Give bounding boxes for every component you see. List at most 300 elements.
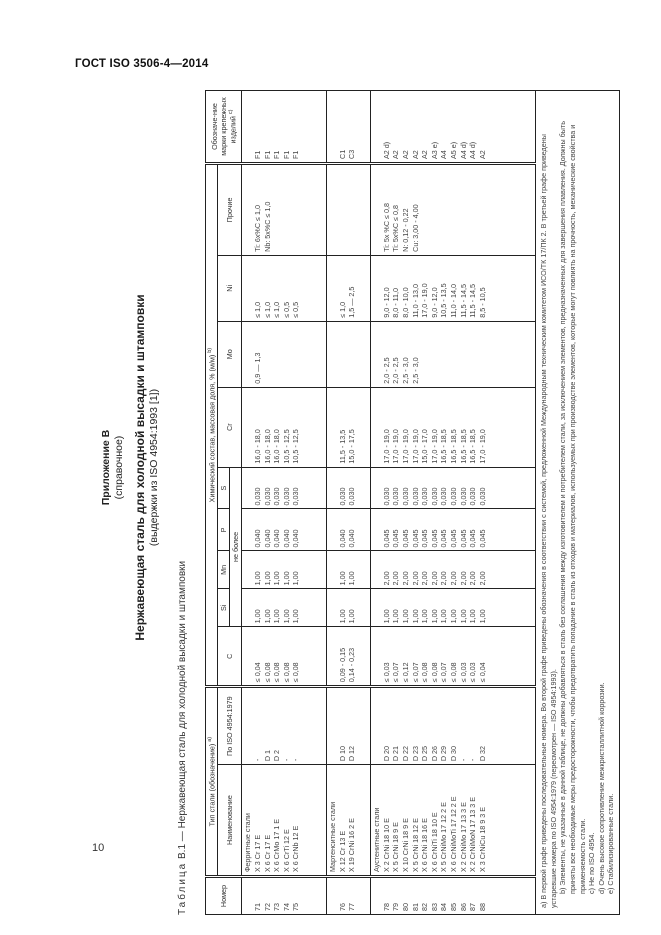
spacer — [372, 391, 382, 464]
cell-value: 2,00 — [477, 571, 487, 586]
table-caption-text: — Нержавеющая сталь для холодной высадки и штамповки — [177, 560, 188, 842]
cell-value: 16,5 - 18,5 — [449, 429, 459, 464]
cell-S — [242, 467, 327, 509]
table-row-group — [242, 91, 327, 915]
cell-value: 73 — [272, 903, 282, 911]
cell-value: 16,0 - 18,0 — [262, 429, 272, 464]
cell-value: 0,045 — [468, 529, 478, 548]
col-header-chemical-composition: Химический состав, массовая доля, % (м/м) $^{b)}$ — [206, 163, 218, 686]
cell-value: 1,00 — [391, 609, 401, 624]
cell-value: 1,00 — [272, 609, 282, 624]
cell-value: Cu: 3,00 - 4,00 — [410, 204, 420, 252]
cell-names — [371, 765, 536, 877]
cell-value: 0,030 — [477, 487, 487, 506]
cell-Cr — [242, 387, 327, 467]
cell-value: - — [252, 758, 262, 762]
cell-marking — [371, 91, 536, 164]
cell-value: X 2 CrNiMo 17 13 3 E — [458, 802, 468, 873]
cell-value: 8,0 - 10,0 — [401, 287, 411, 318]
cell-value: 2,00 — [468, 571, 478, 586]
footnotes-row — [536, 91, 620, 915]
cell-Mo — [242, 321, 327, 387]
appendix-title: Приложение В — [100, 429, 112, 506]
cell-value: X 12 Cr 13 E — [337, 830, 347, 873]
cell-value: D 2 — [272, 749, 282, 762]
cell-numbers — [326, 877, 370, 915]
cell-value: D 25 — [420, 745, 430, 762]
cell-value: 74 — [281, 903, 291, 911]
spacer — [243, 391, 253, 464]
cell-value: ≤ 0,08 — [429, 662, 439, 683]
cell-value: 15,0 - 17,0 — [420, 429, 430, 464]
cell-value: 11,5 - 13,5 — [337, 429, 347, 464]
cell-value: F1 — [291, 150, 301, 159]
cell-value: 2,00 — [458, 571, 468, 586]
cell-value: 0,030 — [391, 487, 401, 506]
spacer — [372, 691, 382, 761]
footnote: b) Элементы, не указанные в данной таблице, не должны добавляться в сталь без соглашения между изготовителем и потребителем стали, за исключением элементов, предназначенных для завершения плавления. Должны быть приняты все необходимые меры предосторожности, чтобы предотвратить попадание в сталь из отходов и материалов, используемых при производстве элементов, которые могут повлиять на прочность, механические свойства и применяемость стали. — [558, 121, 587, 894]
cell-P — [371, 509, 536, 551]
col-header-s: S — [218, 467, 230, 509]
cell-value: D 20 — [381, 745, 391, 762]
cell-value: Ti: 5х %C ≤ 0,8 — [381, 203, 391, 252]
cell-other — [326, 163, 370, 255]
col-header-marking: Обозначе-ние марки крепежных изделий $^{c)}$ — [206, 91, 242, 164]
cell-S — [371, 467, 536, 509]
spacer — [328, 630, 338, 682]
cell-value: A2 — [391, 150, 401, 159]
cell-value: ≤ 1,0 — [272, 301, 282, 318]
cell-P — [242, 509, 327, 551]
cell-value: ≤ 0,03 — [468, 662, 478, 683]
cell-value: 2,0 - 2,5 — [391, 357, 401, 384]
cell-value: X 3 Cr 17 E — [252, 834, 262, 873]
cell-value: 0,040 — [262, 529, 272, 548]
cell-Mn — [242, 551, 327, 589]
cell-value: - — [291, 758, 301, 762]
cell-value: ≤ 0,08 — [449, 662, 459, 683]
cell-value: 82 — [420, 903, 430, 911]
cell-value: ≤ 0,07 — [391, 662, 401, 683]
cell-value: 0,030 — [458, 487, 468, 506]
cell-value: 11,0 - 13,0 — [410, 283, 420, 318]
cell-value: 77 — [347, 903, 357, 911]
cell-P — [326, 509, 370, 551]
footnote: e) Стабилизированные стали. — [606, 793, 616, 894]
cell-value: 0,030 — [429, 487, 439, 506]
cell-value: 1,00 — [449, 609, 459, 624]
cell-value: 0,045 — [449, 529, 459, 548]
appendix-main-title: Нержавеющая сталь для холодной высадки и штамповки — [133, 294, 147, 641]
spacer — [243, 325, 253, 384]
cell-value: D 12 — [347, 745, 357, 762]
spacer — [328, 554, 338, 585]
footnote: c) Не по ISO 4954. — [587, 832, 597, 894]
cell-Si — [242, 589, 327, 627]
cell-value: 15,0 - 17,5 — [347, 429, 357, 464]
cell-value: 0,040 — [337, 529, 347, 548]
cell-value: 2,00 — [391, 571, 401, 586]
spacer — [243, 513, 253, 548]
table-caption-number: В.1 — [177, 843, 188, 859]
cell-C — [371, 627, 536, 687]
cell-value: 88 — [477, 903, 487, 911]
cell-value: 17,0 - 19,0 — [477, 429, 487, 464]
spacer — [243, 94, 253, 159]
cell-value: D 32 — [477, 745, 487, 762]
cell-Ni — [371, 255, 536, 321]
col-header-number: Номер — [206, 877, 242, 915]
cell-value: A2 — [420, 150, 430, 159]
table-row-group — [371, 91, 536, 915]
cell-value: 1,00 — [439, 609, 449, 624]
cell-value: C3 — [347, 149, 357, 159]
cell-value: 86 — [458, 903, 468, 911]
cell-value: - — [468, 758, 478, 762]
cell-value: 0,030 — [337, 487, 347, 506]
cell-value: - — [281, 758, 291, 762]
cell-value: 8,0 - 11,0 — [391, 287, 401, 318]
cell-Ni — [242, 255, 327, 321]
cell-value: 0,030 — [262, 487, 272, 506]
cell-value: 78 — [381, 903, 391, 911]
spacer — [328, 471, 338, 506]
cell-value: 71 — [252, 903, 262, 911]
cell-value: D 1 — [262, 749, 272, 762]
cell-value: 0,040 — [272, 529, 282, 548]
col-header-c: C — [218, 627, 242, 687]
cell-value: ≤ 0,5 — [291, 301, 301, 318]
cell-value: Ti: 6х%C ≤ 1,0 — [252, 205, 262, 252]
cell-value: A4 — [439, 150, 449, 159]
cell-value: ≤ 1,0 — [252, 301, 262, 318]
cell-value: 2,00 — [449, 571, 459, 586]
table-row-group — [326, 91, 370, 915]
col-header-iso: По ISO 4954:1979 — [218, 687, 242, 765]
spacer — [372, 513, 382, 548]
cell-Si — [371, 589, 536, 627]
spacer — [372, 881, 382, 911]
cell-value: 16,5 - 18,5 — [468, 429, 478, 464]
cell-value: 1,00 — [291, 609, 301, 624]
cell-value: 0,14 - 0,23 — [347, 647, 357, 683]
table-footnotes — [536, 91, 620, 915]
cell-value: ≤ 0,12 — [401, 662, 411, 683]
cell-value: 0,030 — [252, 487, 262, 506]
footnote: a) В первой графе приведены последовательные номера. Во второй графе приведены обозначения в соответствии с системой, предложенной Международным техническим комитетом ИСО/ТК 17/ПК 2. В третьей графе приведены устаревшие номера по ISO 4954:1979 (пересмотрен — ISO 4954:1993). — [539, 134, 558, 908]
cell-value: 0,045 — [439, 529, 449, 548]
spacer — [328, 94, 338, 159]
steel-table — [205, 90, 620, 915]
cell-value: ≤ 0,04 — [252, 662, 262, 683]
cell-value: F1 — [252, 150, 262, 159]
spacer — [243, 630, 253, 682]
cell-names — [326, 765, 370, 877]
cell-value: F1 — [262, 150, 272, 159]
cell-value: 0,9 — 1,3 — [252, 352, 262, 384]
cell-value: C1 — [337, 149, 347, 159]
cell-value: A2 d) — [381, 141, 391, 159]
spacer — [372, 554, 382, 585]
cell-value: 17,0 - 19,0 — [381, 429, 391, 464]
cell-value: D 10 — [337, 745, 347, 762]
cell-value: 84 — [439, 903, 449, 911]
cell-value: 80 — [401, 903, 411, 911]
cell-value: 0,045 — [391, 529, 401, 548]
cell-value: 76 — [337, 903, 347, 911]
cell-value: 2,0 - 2,5 — [381, 357, 391, 384]
cell-marking — [242, 91, 327, 164]
cell-value: 1,00 — [381, 609, 391, 624]
spacer — [243, 881, 253, 911]
cell-value: 0,030 — [291, 487, 301, 506]
cell-value: ≤ 0,03 — [381, 662, 391, 683]
group-label: Аустенитные стали — [372, 807, 382, 873]
cell-value: 85 — [449, 903, 459, 911]
cell-iso — [371, 687, 536, 765]
cell-value: 1,00 — [337, 609, 347, 624]
cell-value: 0,030 — [272, 487, 282, 506]
cell-Si — [326, 589, 370, 627]
page-number: 10 — [92, 842, 105, 854]
cell-value: 2,00 — [420, 571, 430, 586]
cell-value: 1,00 — [420, 609, 430, 624]
cell-value: A5 e) — [449, 141, 459, 159]
cell-value: 1,00 — [429, 609, 439, 624]
cell-value: F1 — [272, 150, 282, 159]
cell-value: 0,030 — [401, 487, 411, 506]
appendix-main-subtitle: (выдержки из ISO 4954:1993 [1]) — [148, 388, 160, 547]
cell-value: 72 — [262, 903, 272, 911]
cell-value: X 2 CrNiMoN 17 13 3 E — [468, 796, 478, 873]
col-header-mo: Mo — [218, 321, 242, 387]
cell-value: 1,00 — [252, 571, 262, 586]
cell-value: 9,0 - 12,0 — [381, 287, 391, 318]
cell-value: 0,030 — [468, 487, 478, 506]
col-header-not-more: не более — [230, 467, 242, 627]
cell-value: 0,045 — [477, 529, 487, 548]
cell-value: 11,5 - 14,5 — [468, 283, 478, 318]
cell-value: X 6 CrNiMoTi 17 12 2 E — [449, 796, 459, 873]
cell-value: 11,0 - 14,0 — [449, 283, 459, 318]
cell-value: 2,5 - 3,0 — [401, 357, 411, 384]
cell-value: 11,5 - 14,5 — [458, 283, 468, 318]
spacer — [372, 259, 382, 318]
cell-value: 17,0 - 19,0 — [410, 429, 420, 464]
cell-value: 1,00 — [252, 609, 262, 624]
cell-value: 0,030 — [439, 487, 449, 506]
table-caption — [177, 561, 188, 915]
cell-value: X 6 CrNb 12 E — [291, 825, 301, 873]
cell-numbers — [371, 877, 536, 915]
header-row-1 — [206, 91, 218, 915]
group-label: Ферритные стали — [243, 813, 253, 873]
cell-value: ≤ 0,5 — [281, 301, 291, 318]
cell-Ni — [326, 255, 370, 321]
cell-value: ≤ 0,08 — [281, 662, 291, 683]
cell-value: 0,045 — [458, 529, 468, 548]
cell-value: 0,030 — [410, 487, 420, 506]
cell-value: 1,00 — [347, 609, 357, 624]
cell-value: X 6 CrNiTi 18 10 E — [429, 812, 439, 873]
cell-C — [242, 627, 327, 687]
cell-value: D 22 — [401, 745, 411, 762]
cell-Cr — [326, 387, 370, 467]
cell-value: D 30 — [449, 745, 459, 762]
cell-marking — [326, 91, 370, 164]
spacer — [328, 592, 338, 623]
cell-value: 2,00 — [381, 571, 391, 586]
cell-Mo — [326, 321, 370, 387]
cell-value: X 6 CrMo 17 1 E — [272, 818, 282, 873]
spacer — [328, 325, 338, 384]
cell-value: ≤ 0,03 — [458, 662, 468, 683]
col-header-name: Наименование — [218, 765, 242, 877]
col-header-cr: Cr — [218, 387, 242, 467]
cell-numbers — [242, 877, 327, 915]
col-header-mn: Mn — [218, 551, 230, 589]
cell-value: 16,0 - 18,0 — [252, 429, 262, 464]
cell-value: 1,00 — [262, 609, 272, 624]
cell-value: Ti: 5х%C ≤ 0,8 — [391, 205, 401, 252]
cell-value: 0,040 — [291, 529, 301, 548]
cell-value: 0,030 — [281, 487, 291, 506]
spacer — [372, 592, 382, 623]
cell-value: 0,030 — [449, 487, 459, 506]
cell-value: 1,00 — [410, 609, 420, 624]
cell-value: A4 d) — [468, 141, 478, 159]
cell-value: 0,040 — [347, 529, 357, 548]
cell-Mn — [326, 551, 370, 589]
cell-value: 0,040 — [281, 529, 291, 548]
table-caption-prefix: Таблица — [177, 861, 188, 915]
cell-value: D 21 — [391, 745, 401, 762]
cell-value: ≤ 0,08 — [291, 662, 301, 683]
spacer — [243, 691, 253, 761]
footnote: d) Очень высокое сопротивление межкристаллитной коррозии. — [596, 682, 606, 894]
cell-value: 1,5 — 2,5 — [347, 286, 357, 318]
cell-value: A2 — [410, 150, 420, 159]
cell-value: 1,00 — [291, 571, 301, 586]
group-label: Мартенситные стали — [327, 801, 337, 873]
cell-value: 81 — [410, 903, 420, 911]
document-header: ГОСТ ISO 3506-4—2014 — [75, 58, 209, 70]
cell-S — [326, 467, 370, 509]
cell-value: 8,5 - 10,5 — [477, 287, 487, 318]
cell-value: 9,0 - 12,0 — [429, 287, 439, 318]
cell-value: 0,030 — [347, 487, 357, 506]
cell-value: D 29 — [439, 745, 449, 762]
appendix-subtitle: (справочное) — [113, 435, 125, 500]
cell-value: 10,5 - 12,5 — [281, 429, 291, 464]
cell-value: ≤ 1,0 — [337, 301, 347, 318]
cell-value: X 3 CrNiCu 18 9 3 E — [477, 806, 487, 873]
cell-value: 1,00 — [458, 609, 468, 624]
cell-value: 16,5 - 18,5 — [439, 429, 449, 464]
spacer — [328, 691, 338, 761]
table-body — [242, 91, 536, 915]
cell-value: 1,00 — [281, 609, 291, 624]
spacer — [372, 325, 382, 384]
spacer — [243, 471, 253, 506]
cell-value: 0,045 — [381, 529, 391, 548]
col-header-p: P — [218, 509, 230, 551]
spacer — [243, 168, 253, 252]
cell-value: 0,045 — [401, 529, 411, 548]
cell-value: 2,00 — [439, 571, 449, 586]
cell-value: 10,5 - 12,5 — [291, 429, 301, 464]
cell-value: 1,00 — [401, 609, 411, 624]
cell-value: X 19 CrNi 16 2 E — [347, 818, 357, 873]
cell-value: X 2 CrNi 18 10 E — [381, 818, 391, 873]
cell-value: 0,040 — [252, 529, 262, 548]
spacer — [372, 94, 382, 159]
cell-names — [242, 765, 327, 877]
cell-Mo — [371, 321, 536, 387]
cell-value: ≤ 0,08 — [262, 662, 272, 683]
cell-value: F1 — [281, 150, 291, 159]
cell-value: 79 — [391, 903, 401, 911]
cell-C — [326, 627, 370, 687]
cell-value: - — [458, 758, 468, 762]
cell-value: D 26 — [429, 745, 439, 762]
cell-value: 83 — [429, 903, 439, 911]
cell-value: X 6 Cr 17 E — [262, 834, 272, 873]
cell-value: 17,0 - 19,0 — [429, 429, 439, 464]
cell-value: A2 — [477, 150, 487, 159]
cell-value: D 23 — [410, 745, 420, 762]
cell-value: 1,00 — [281, 571, 291, 586]
cell-value: A3 e) — [429, 141, 439, 159]
cell-value: ≤ 0,07 — [410, 662, 420, 683]
cell-value: 0,045 — [410, 529, 420, 548]
cell-value: 17,0 - 19,0 — [391, 429, 401, 464]
cell-value: 16,5 - 18,5 — [458, 429, 468, 464]
cell-other — [371, 163, 536, 255]
cell-value: 17,0 - 19,0 — [420, 283, 430, 318]
cell-value: X 5 CrNi 18 12 E — [410, 818, 420, 873]
cell-value: X 6 CrNi 18 16 E — [420, 818, 430, 873]
cell-value: 0,045 — [429, 529, 439, 548]
cell-value: 1,00 — [337, 571, 347, 586]
cell-value: 0,030 — [420, 487, 430, 506]
cell-value: 2,00 — [429, 571, 439, 586]
col-header-other: Прочие — [218, 163, 242, 255]
cell-value: ≤ 1,0 — [262, 301, 272, 318]
spacer — [328, 259, 338, 318]
spacer — [328, 391, 338, 464]
cell-value: 10,5 - 13,5 — [439, 283, 449, 318]
cell-other — [242, 163, 327, 255]
cell-value: X 5 CrNi 18 9 E — [391, 822, 401, 873]
spacer — [243, 554, 253, 585]
col-header-si: Si — [218, 589, 230, 627]
cell-value: N: 0,12 - 0,22 — [401, 208, 411, 252]
cell-value: ≤ 0,07 — [439, 662, 449, 683]
cell-value: 16,0 - 18,0 — [272, 429, 282, 464]
spacer — [372, 630, 382, 682]
cell-value: 1,00 — [477, 609, 487, 624]
cell-value: 0,09 - 0,15 — [337, 647, 347, 683]
cell-value: 75 — [291, 903, 301, 911]
cell-value: Nb: 5х%C ≤ 1,0 — [262, 201, 272, 252]
cell-value: 0,045 — [420, 529, 430, 548]
spacer — [328, 513, 338, 548]
spacer — [372, 168, 382, 252]
col-header-steel-type: Тип стали (обозначение) $^{a)}$ — [206, 687, 218, 877]
cell-value: ≤ 0,08 — [272, 662, 282, 683]
cell-value: 87 — [468, 903, 478, 911]
